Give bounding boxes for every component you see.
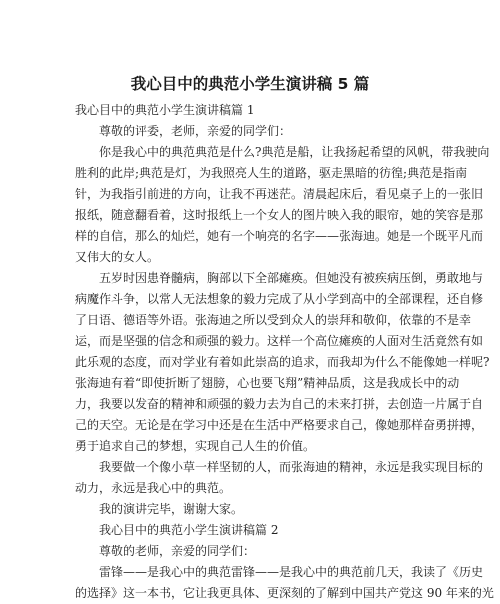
document-title: 我心目中的典范小学生演讲稿 5 篇 — [130, 75, 370, 93]
document-body — [75, 100, 494, 604]
text-line: 你是我心中的典范典范是什么?典范是船，让我扬起希望的风帆，带我驶向 — [99, 145, 490, 159]
text-line: 病魔作斗争，以常人无法想象的毅力完成了从小学到高中的全部课程，还自修 — [75, 292, 484, 306]
text-line: 的选择》这一本书，它让我更具体、更深刻的了解到中国共产党这 90 年来的光 — [75, 586, 494, 600]
text-line: 此乐观的态度，而对学业有着如此崇高的追求，而我却为什么不能像她一样呢? — [75, 355, 490, 369]
text-line: 尊敬的老师，亲爱的同学们： — [99, 544, 256, 558]
text-line: 我的演讲完毕，谢谢大家。 — [99, 502, 244, 516]
text-line: 了日语、德语等外语。张海迪之所以受到众人的崇拜和敬仰，依靠的不是幸 — [75, 313, 472, 327]
text-line: 动力，永远是我心中的典范。 — [75, 481, 232, 495]
text-line: 勇于追求自己的梦想，实现自己人生的价值。 — [75, 439, 316, 453]
text-line: 样的自信，那么的灿烂，她有一个响亮的名字——张海迪。她是一个既平凡而 — [75, 229, 484, 243]
text-line: 我心目中的典范小学生演讲稿篇 1 — [75, 103, 255, 117]
text-line: 我心目中的典范小学生演讲稿篇 2 — [99, 523, 279, 537]
text-line: 己的天空。无论是在学习中还是在生活中严格要求自己，像她那样奋勇拼搏， — [75, 418, 484, 432]
text-line: 针，为我指引前进的方向，让我不再迷茫。清晨起床后，看见桌子上的一张旧 — [75, 187, 484, 201]
text-line: 尊敬的评委，老师，亲爱的同学们： — [99, 124, 292, 138]
text-line: 胜利的此岸;典范是灯，为我照亮人生的道路，驱走黑暗的彷徨;典范是指南 — [75, 166, 468, 180]
text-line: 五岁时因患脊髓病，胸部以下全部瘫痪。但她没有被疾病压倒，勇敢地与 — [99, 271, 484, 285]
text-line: 报纸，随意翻看着，这时报纸上一个女人的图片映入我的眼帘，她的笑容是那 — [75, 208, 484, 222]
text-line: 我要做一个像小草一样坚韧的人，而张海迪的精神，永远是我实现目标的 — [99, 460, 484, 474]
text-line: 运，而是坚强的信念和顽强的毅力。这样一个高位瘫痪的人面对生活竟然有如 — [75, 334, 484, 348]
text-line: 力，我要以发奋的精神和顽强的毅力去为自己的未来打拼，去创造一片属于自 — [75, 397, 484, 411]
text-line: 又伟大的女人。 — [75, 250, 160, 264]
text-line: 张海迪有着“即使折断了翅膀，心也要飞翔”精神品质，这是我成长中的动 — [75, 376, 460, 390]
text-line: 雷锋——是我心中的典范雷锋——是我心中的典范前几天，我读了《历史 — [99, 565, 484, 579]
